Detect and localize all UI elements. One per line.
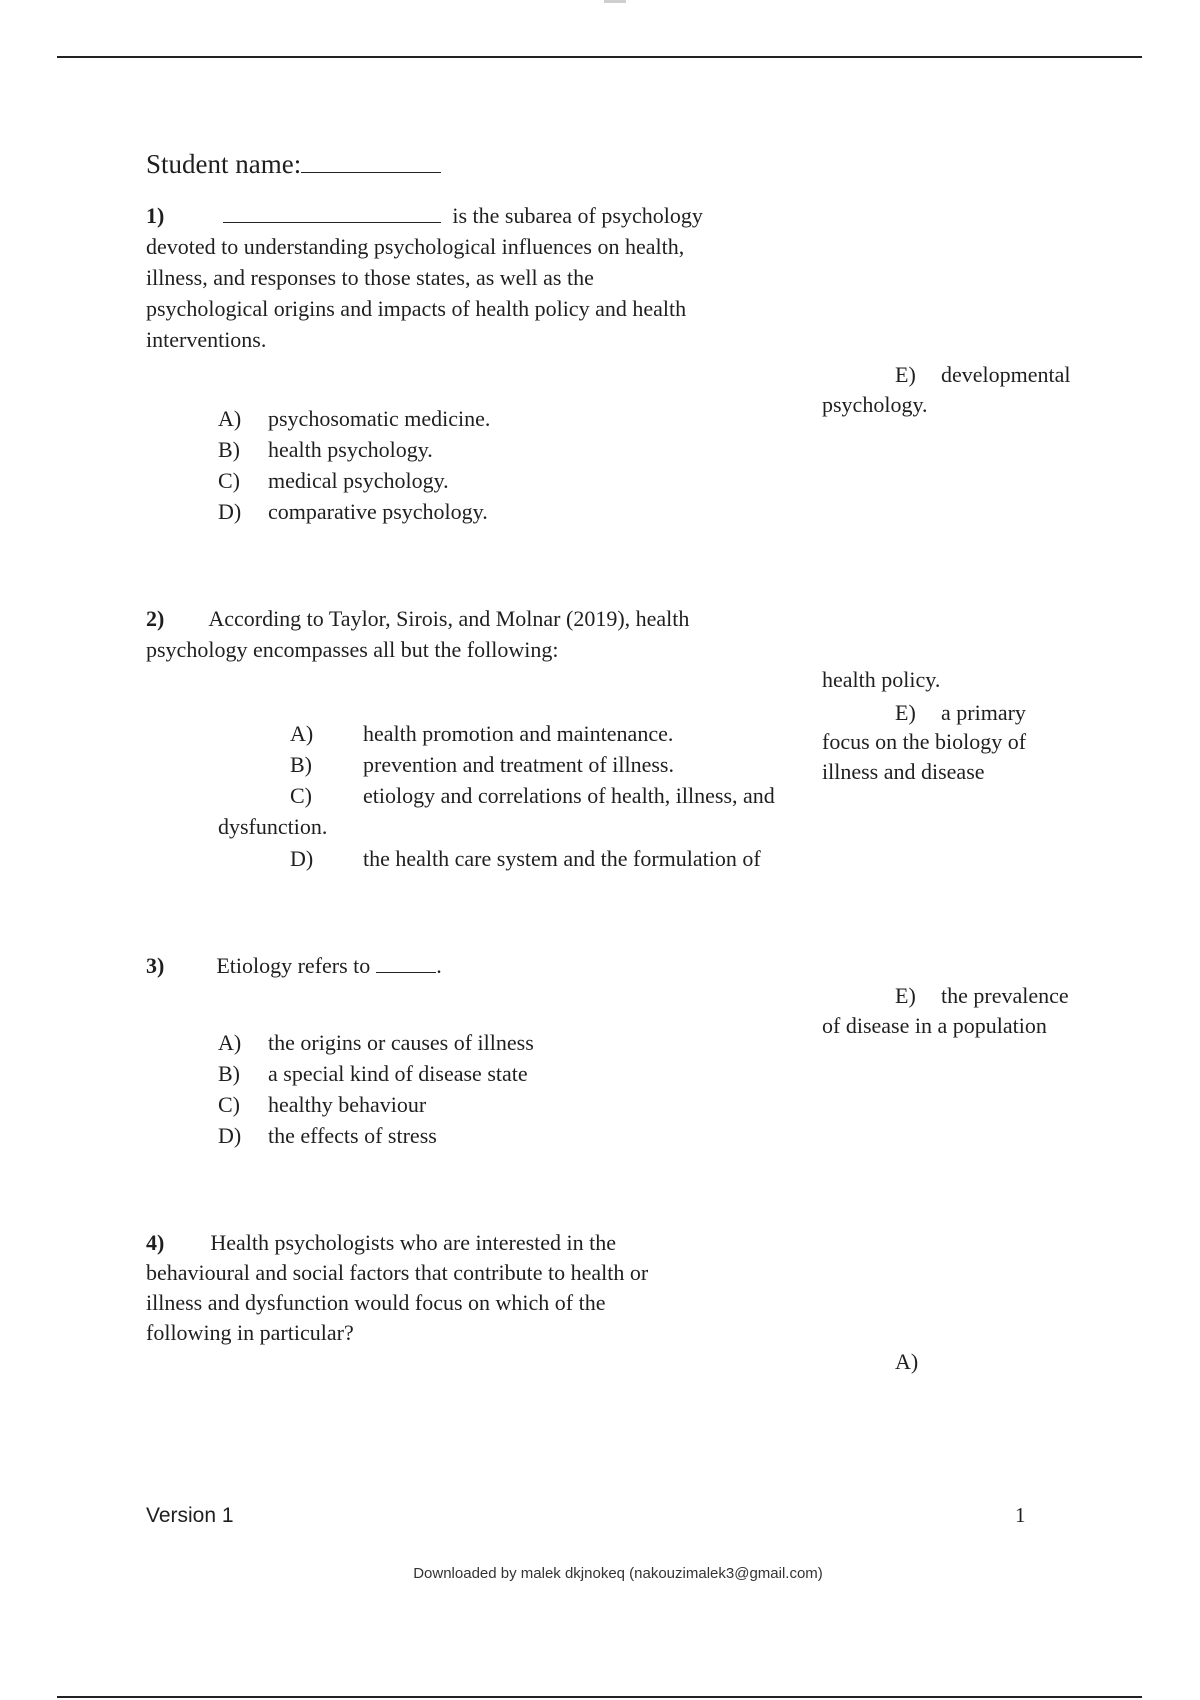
question-stem: Etiology refers to — [216, 953, 371, 978]
question-1-option-e-letter-line — [895, 359, 1071, 390]
option-text: developmental — [941, 362, 1071, 387]
option-letter: C) — [218, 1092, 240, 1117]
option-text: the effects of stress — [268, 1123, 437, 1148]
question-3 — [146, 950, 746, 981]
question-2-option-e-line-2: focus on the biology of — [822, 729, 1027, 754]
option-item — [218, 403, 490, 434]
option-text: medical psychology. — [268, 468, 449, 493]
question-number: 4) — [146, 1230, 165, 1255]
question-2-option-c-continuation: dysfunction. — [218, 814, 328, 839]
option-text: a special kind of disease state — [268, 1061, 528, 1086]
option-item — [218, 434, 490, 465]
question-1-options — [218, 403, 490, 527]
question-4 — [146, 1228, 766, 1348]
option-letter: B) — [290, 752, 312, 777]
question-3-option-e-continuation: of disease in a population — [822, 1013, 1047, 1038]
question-stem-line: interventions. — [146, 327, 267, 352]
option-letter: D) — [218, 499, 242, 524]
option-letter: A) — [218, 406, 242, 431]
question-1-first-line — [146, 200, 746, 231]
option-letter: E) — [895, 362, 916, 387]
question-3-options — [218, 1027, 534, 1151]
question-stem-end: . — [436, 953, 442, 978]
page-number: 1 — [1015, 1503, 1026, 1527]
question-2-option-a — [290, 718, 673, 749]
option-text: a primary — [941, 700, 1026, 725]
question-2 — [146, 603, 786, 665]
option-letter: E) — [895, 983, 916, 1008]
option-letter: E) — [895, 700, 916, 725]
question-stem-line: illness and dysfunction would focus on which of the — [146, 1290, 606, 1315]
question-stem-line: devoted to understanding psychological influences on health, — [146, 234, 685, 259]
option-item — [218, 1089, 534, 1120]
question-number: 1) — [146, 203, 165, 228]
top-rule — [57, 56, 1142, 58]
option-letter: D) — [290, 846, 314, 871]
option-text: health psychology. — [268, 437, 433, 462]
question-2-option-d-continuation: health policy. — [822, 667, 941, 692]
bottom-rule — [57, 1696, 1142, 1698]
question-stem: Health psychologists who are interested in the — [210, 1230, 617, 1255]
question-stem-line: psychological origins and impacts of health policy and health — [146, 296, 687, 321]
question-2-option-d — [290, 843, 761, 874]
option-text: the prevalence — [941, 983, 1069, 1008]
option-letter: B) — [218, 1061, 240, 1086]
option-text: the health care system and the formulation of — [363, 846, 761, 871]
option-text: prevention and treatment of illness. — [363, 752, 674, 777]
option-item — [218, 496, 490, 527]
option-text: the origins or causes of illness — [268, 1030, 534, 1055]
question-2-first-line — [146, 603, 786, 634]
option-letter: B) — [218, 437, 240, 462]
question-1-option-e-continuation: psychology. — [822, 392, 928, 417]
option-text: comparative psychology. — [268, 499, 488, 524]
question-2-option-e-line-3: illness and disease — [822, 759, 985, 784]
question-2-option-b — [290, 749, 674, 780]
option-letter: C) — [290, 783, 312, 808]
student-name-blank — [301, 154, 441, 173]
student-name-label: Student name: — [146, 149, 302, 179]
option-item — [218, 1027, 534, 1058]
question-4-first-line — [146, 1228, 766, 1258]
question-number: 2) — [146, 606, 165, 631]
question-stem-line: psychology encompasses all but the following: — [146, 637, 559, 662]
option-text: healthy behaviour — [268, 1092, 427, 1117]
option-text: etiology and correlations of health, illness, and — [363, 783, 775, 808]
question-3-option-e-letter-line — [895, 980, 1069, 1011]
question-2-option-e-letter-line — [895, 697, 1026, 728]
question-2-option-c — [290, 780, 775, 811]
answer-blank — [223, 204, 441, 223]
option-item — [218, 465, 490, 496]
top-page-mark — [604, 0, 626, 3]
question-stem-line: behavioural and social factors that contribute to health or — [146, 1260, 649, 1285]
option-letter: D) — [218, 1123, 242, 1148]
question-1 — [146, 200, 746, 355]
question-number: 3) — [146, 953, 165, 978]
question-stem: According to Taylor, Sirois, and Molnar (2019), health — [208, 606, 690, 631]
option-item — [218, 1120, 534, 1151]
option-item — [218, 1058, 534, 1089]
option-text: health promotion and maintenance. — [363, 721, 674, 746]
student-name-line — [146, 148, 441, 180]
option-text: psychosomatic medicine. — [268, 406, 491, 431]
answer-blank — [376, 954, 436, 973]
question-4-option-a-letter: A) — [895, 1349, 919, 1374]
download-notice: Downloaded by malek dkjnokeq (nakouzimalek3@gmail.com) — [413, 1565, 823, 1582]
option-letter: A) — [218, 1030, 242, 1055]
question-stem-line: following in particular? — [146, 1320, 354, 1345]
option-letter: A) — [290, 721, 314, 746]
option-letter: C) — [218, 468, 240, 493]
version-label: Version 1 — [146, 1504, 234, 1527]
question-stem-line: illness, and responses to those states, as well as the — [146, 265, 594, 290]
question-stem: is the subarea of psychology — [452, 203, 703, 228]
